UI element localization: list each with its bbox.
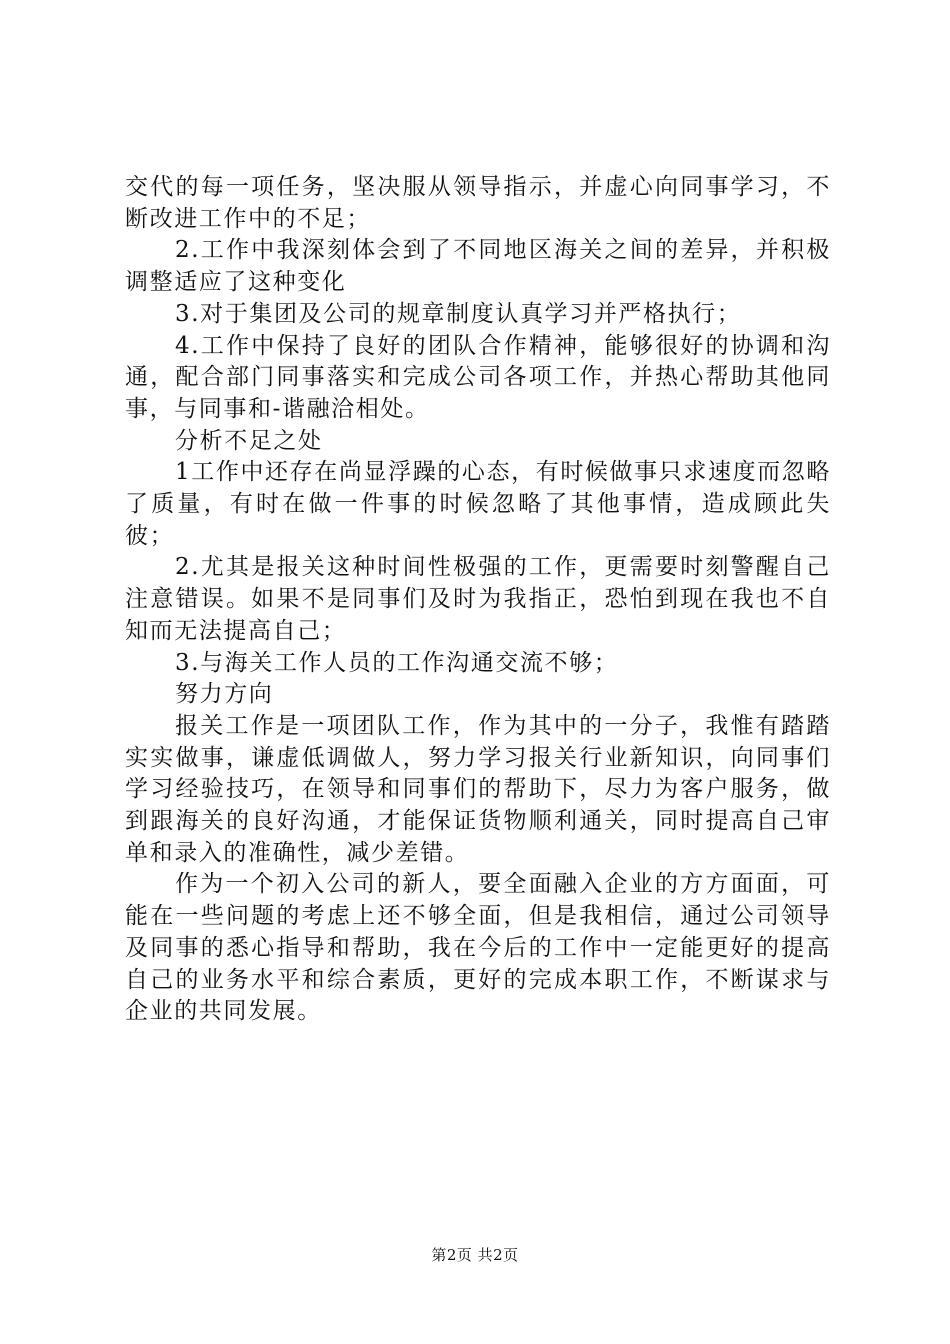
paragraph: 1工作中还存在尚显浮躁的心态，有时候做事只求速度而忽略了质量，有时在做一件事的时候忽略了其他事情，造成顾此失彼；	[125, 459, 831, 549]
paragraph: 3.对于集团及公司的规章制度认真学习并严格执行；	[175, 300, 742, 327]
paragraph: 3.与海关工作人员的工作沟通交流不够；	[175, 649, 619, 676]
page-number-footer: 第2页 共2页	[431, 1246, 519, 1264]
section-heading: 努力方向	[175, 681, 274, 708]
paragraph: 交代的每一项任务，坚决服从领导指示，并虚心向同事学习，不断改进工作中的不足；	[125, 174, 831, 232]
document-body	[125, 172, 831, 1028]
paragraph: 2.工作中我深刻体会到了不同地区海关之间的差异，并积极调整适应了这种变化	[125, 237, 831, 296]
paragraph: 4.工作中保持了良好的团队合作精神，能够很好的协调和沟通，配合部门同事落实和完成公司各项工作，并热心帮助其他同事，与同事和-谐融洽相处。	[125, 332, 831, 422]
paragraph: 作为一个初入公司的新人，要全面融入企业的方方面面，可能在一些问题的考虑上还不够全面，但是我相信，通过公司领导及同事的悉心指导和帮助，我在今后的工作中一定能更好的提高自己的业务水平和综合素质，更好的完成本职工作，不断谋求与企业的共同发展。	[125, 871, 831, 1025]
paragraph: 报关工作是一项团队工作，作为其中的一分子，我惟有踏踏实实做事，谦虚低调做人，努力学习报关行业新知识，向同事们学习经验技巧，在领导和同事们的帮助下，尽力为客户服务，做到跟海关的良好沟通，才能保证货物顺利通关，同时提高自己审单和录入的准确性，减少差错。	[125, 712, 831, 866]
section-heading: 分析不足之处	[175, 427, 323, 454]
paragraph: 2.尤其是报关这种时间性极强的工作，更需要时刻警醒自己注意错误。如果不是同事们及时为我指正，恐怕到现在我也不自知而无法提高自己；	[125, 554, 831, 644]
